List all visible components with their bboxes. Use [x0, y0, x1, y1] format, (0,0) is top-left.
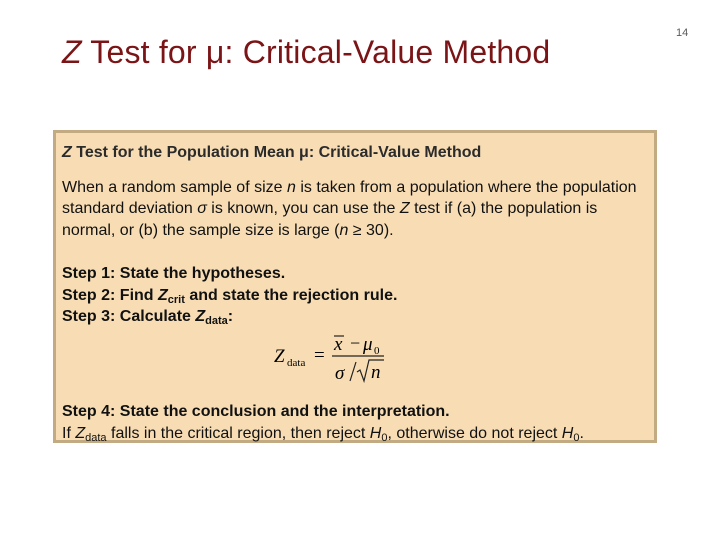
slash-line: [350, 362, 356, 381]
formula-sigma: σ: [335, 363, 345, 384]
title-rest: Test for μ: Critical-Value Method: [81, 34, 551, 70]
step-3: Step 3: Calculate $Z_{data}$:: [62, 308, 234, 327]
step-4: Step 4: State the conclusion and the interpretation.: [62, 403, 450, 420]
formula-lhs-z: Z: [274, 346, 285, 367]
formula-mu: μ: [363, 334, 373, 355]
formula-n: n: [371, 362, 381, 383]
formula-minus: −: [350, 333, 361, 353]
page-number: 14: [676, 27, 689, 39]
formula-xbar: x: [334, 334, 343, 355]
box-heading: Z Test for the Population Mean μ: Critical-Value Method: [62, 144, 482, 161]
formula-mu-sub: 0: [374, 345, 380, 357]
formula-equals: =: [314, 345, 325, 366]
slide-title: [62, 34, 550, 71]
steps-list: [62, 263, 652, 328]
z-data-formula: [274, 329, 394, 385]
step-2: Step 2: Find $Z_{crit}$ and state the rejection rule.: [62, 286, 398, 306]
formula-lhs-sub: data: [287, 357, 306, 369]
intro-paragraph: When a random sample of size n is taken from a population where the population standard deviation σ is known, you can use the Z test if (a) the population is normal, or (b) the sample size is large (n ≥ 30).: [62, 178, 637, 239]
definition-box: [53, 130, 657, 443]
title-z: Z: [62, 34, 82, 70]
step-1: Step 1: State the hypotheses.: [62, 265, 286, 282]
conclusion-text: If $Z_{data}$ falls in the critical region, then reject $H_0$, otherwise do not reject $H_0$.: [62, 424, 584, 444]
conclusion-section: [62, 401, 652, 444]
box-content: [62, 142, 652, 328]
